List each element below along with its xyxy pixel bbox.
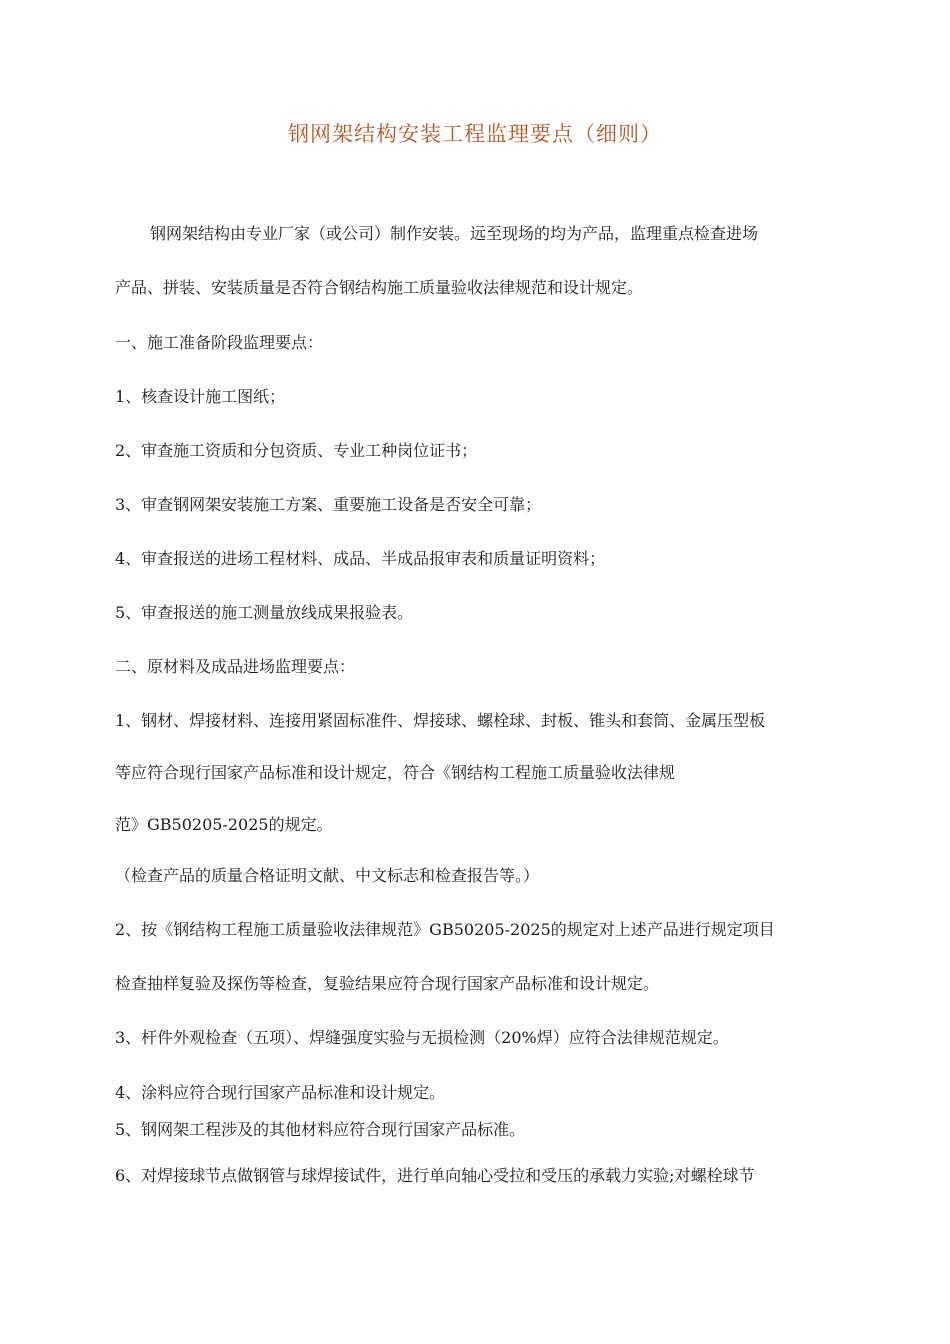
list-item: 1、钢材、焊接材料、连接用紧固标准件、焊接球、螺栓球、封板、锥头和套筒、金属压型板 <box>115 711 766 730</box>
list-item: 2、按《钢结构工程施工质量验收法律规范》GB50205-2025的规定对上述产品进行规定项目 <box>115 920 775 939</box>
note-line: （检查产品的质量合格证明文献、中文标志和检查报告等。） <box>115 866 540 885</box>
list-item: 3、杆件外观检查（五项）、焊缝强度实验与无损检测（20%焊）应符合法律规范规定。 <box>115 1028 729 1047</box>
list-item: 4、审查报送的进场工程材料、成品、半成品报审表和质量证明资料； <box>115 549 606 568</box>
list-item: 2、审查施工资质和分包资质、专业工种岗位证书； <box>115 441 478 460</box>
list-item: 4、涂料应符合现行国家产品标准和设计规定。 <box>115 1083 446 1102</box>
list-item: 3、审查钢网架安装施工方案、重要施工设备是否安全可靠； <box>115 495 542 514</box>
section-heading: 一、施工准备阶段监理要点： <box>115 333 324 352</box>
list-item-continuation: 检查抽样复验及探伤等检查，复验结果应符合现行国家产品标准和设计规定。 <box>115 974 660 993</box>
section-heading: 二、原材料及成品进场监理要点： <box>115 657 356 676</box>
document-title: 钢网架结构安装工程监理要点（细则） <box>288 122 662 146</box>
intro-paragraph-line: 钢网架结构由专业厂家（或公司）制作安装。远至现场的均为产品，监理重点检查进场 <box>150 224 759 243</box>
list-item: 6、对焊接球节点做钢管与球焊接试件，进行单向轴心受拉和受压的承载力实验;对螺栓球节 <box>115 1166 755 1185</box>
list-item-continuation: 等应符合现行国家产品标准和设计规定，符合《钢结构工程施工质量验收法律规 <box>115 763 676 782</box>
list-item-continuation: 范》GB50205-2025的规定。 <box>115 815 333 834</box>
list-item: 1、核查设计施工图纸； <box>115 387 286 406</box>
list-item: 5、钢网架工程涉及的其他材料应符合现行国家产品标准。 <box>115 1120 526 1139</box>
intro-paragraph-line: 产品、拼装、安装质量是否符合钢结构施工质量验收法律规范和设计规定。 <box>115 278 644 297</box>
list-item: 5、审查报送的施工测量放线成果报验表。 <box>115 603 414 622</box>
